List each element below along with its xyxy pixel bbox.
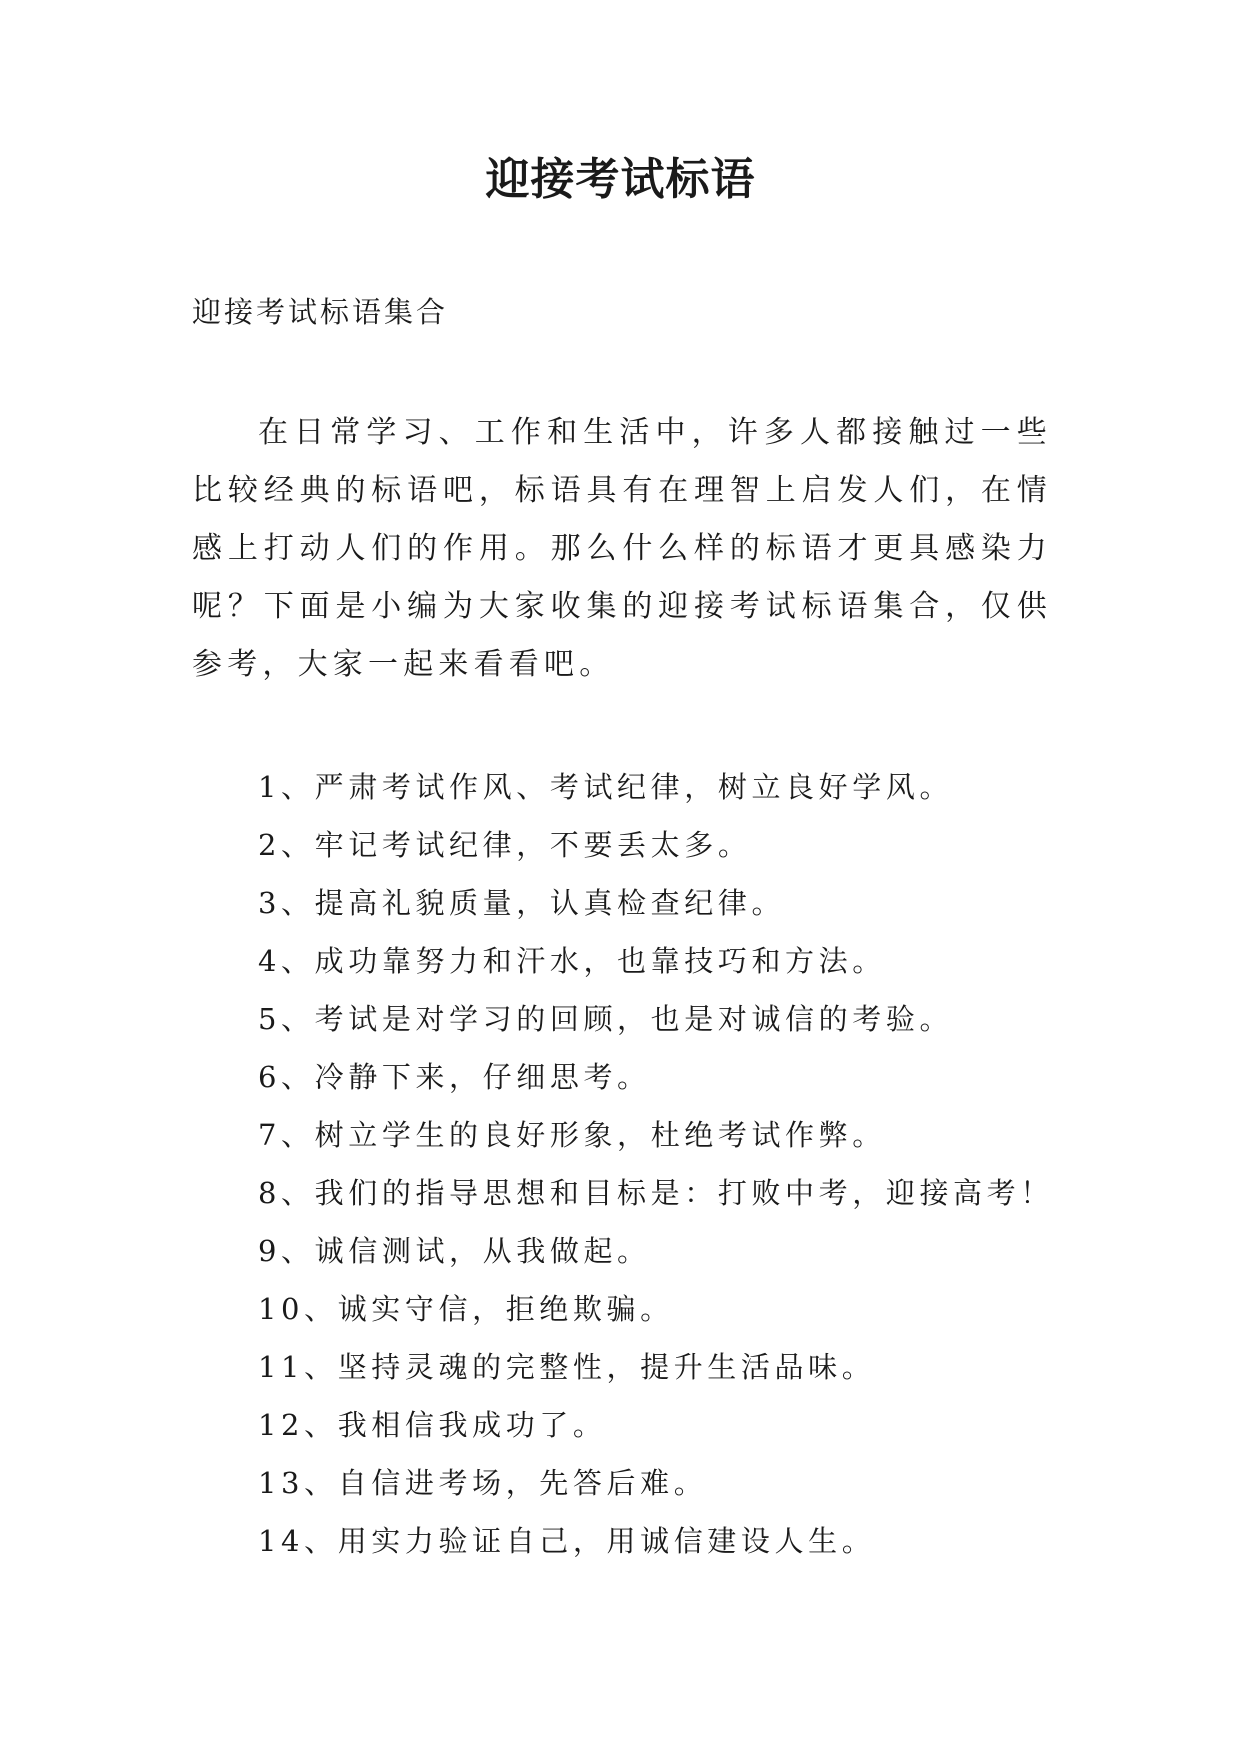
list-item: 9、诚信测试，从我做起。 — [258, 1234, 651, 1268]
list-item: 8、我们的指导思想和目标是：打败中考，迎接高考！ — [258, 1176, 1054, 1210]
list-item: 3、提高礼貌质量，认真检查纪律。 — [258, 886, 786, 920]
document-title: 迎接考试标语 — [485, 154, 756, 205]
list-item: 14、用实力验证自己，用诚信建设人生。 — [258, 1524, 876, 1558]
document-subtitle: 迎接考试标语集合 — [192, 295, 449, 329]
list-item: 12、我相信我成功了。 — [258, 1408, 607, 1442]
list-item: 11、坚持灵魂的完整性，提升生活品味。 — [258, 1350, 876, 1384]
list-item: 1、严肃考试作风、考试纪律，树立良好学风。 — [258, 770, 954, 804]
list-item: 4、成功靠努力和汗水，也靠技巧和方法。 — [258, 944, 886, 978]
list-item: 5、考试是对学习的回顾，也是对诚信的考验。 — [258, 1002, 954, 1036]
list-item: 7、树立学生的良好形象，杜绝考试作弊。 — [258, 1118, 886, 1152]
list-item: 6、冷静下来，仔细思考。 — [258, 1060, 651, 1094]
list-item: 2、牢记考试纪律，不要丢太多。 — [258, 828, 752, 862]
slogan-list — [258, 758, 1054, 1570]
list-item: 10、诚实守信，拒绝欺骗。 — [258, 1292, 674, 1326]
intro-paragraph: 在日常学习、工作和生活中，许多人都接触过一些比较经典的标语吧，标语具有在理智上启发人们，在情感上打动人们的作用。那么什么样的标语才更具感染力呢？下面是小编为大家收集的迎接考试标语集合，仅供参考，大家一起来看看吧。 — [192, 415, 1052, 682]
list-item: 13、自信进考场，先答后难。 — [258, 1466, 708, 1500]
